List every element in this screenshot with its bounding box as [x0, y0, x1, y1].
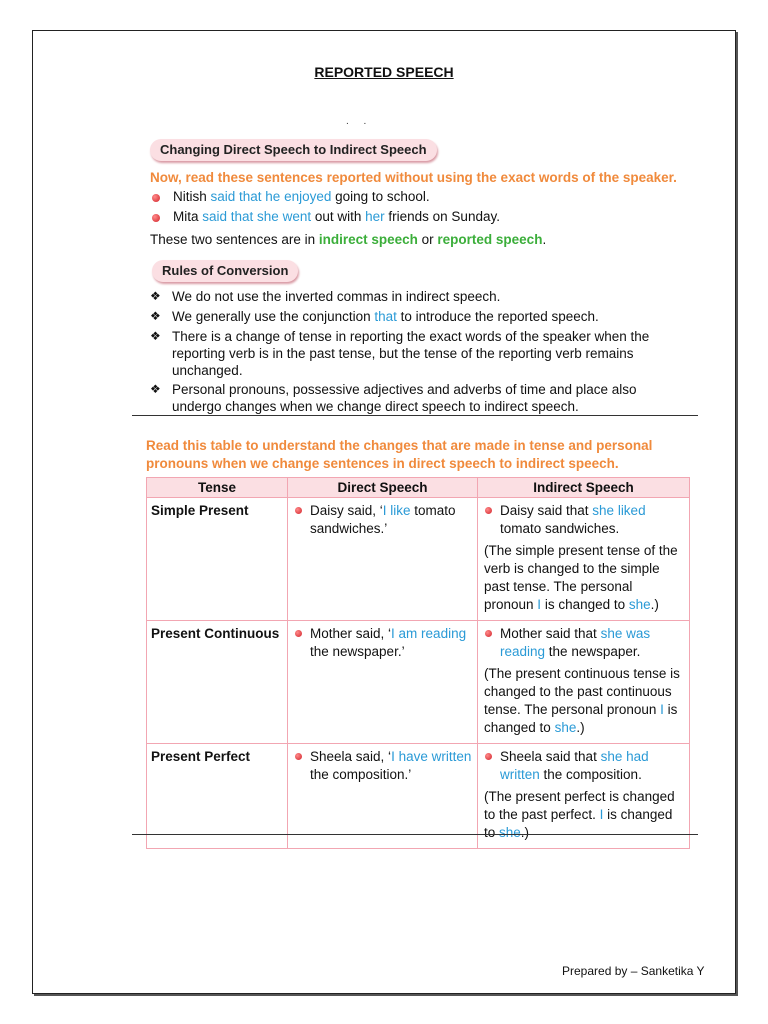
direct-speech-cell: Mother said, ‘I am reading the newspaper.’: [288, 621, 478, 744]
header-direct-speech: Direct Speech: [288, 478, 478, 498]
instruction-text: Now, read these sentences reported without using the exact words of the speaker.: [150, 170, 677, 185]
summary-text: These two sentences are in indirect speech or reported speech.: [150, 232, 547, 247]
rule-item-2: ❖ We generally use the conjunction that to introduce the reported speech.: [150, 309, 599, 324]
tense-change-table: [146, 477, 690, 849]
section-heading-direct-to-indirect: Changing Direct Speech to Indirect Speech: [150, 139, 437, 161]
bullet-icon: [295, 753, 302, 760]
explanation-note: (The present continuous tense is changed to the past continuous tense. The personal pronoun I is changed to she.): [484, 666, 680, 735]
explanation-note: (The present perfect is changed to the past perfect. I is changed to she.): [484, 789, 675, 840]
example-sentence-2: Mita said that she went out with her friends on Sunday.: [173, 209, 500, 224]
diamond-bullet-icon: ❖: [150, 329, 161, 343]
rule-item-1: ❖ We do not use the inverted commas in indirect speech.: [150, 289, 501, 304]
divider: [132, 834, 698, 835]
table-intro-text: Read this table to understand the changes that are made in tense and personal pronouns when we change sentences in direct speech to indirect speech.: [146, 438, 653, 471]
diamond-bullet-icon: ❖: [150, 309, 161, 323]
diamond-bullet-icon: ❖: [150, 289, 161, 303]
table-row: [147, 744, 690, 849]
section-heading-rules: Rules of Conversion: [152, 260, 298, 282]
diamond-bullet-icon: ❖: [150, 382, 161, 396]
rule-item-3: ❖ There is a change of tense in reporting the exact words of the speaker when the reporting verb is in the past tense, but the tense of the reporting verb remains unchanged.: [150, 329, 650, 378]
divider: [132, 415, 698, 416]
bullet-icon: [485, 630, 492, 637]
page-title: REPORTED SPEECH: [314, 64, 454, 80]
header-tense: Tense: [147, 478, 288, 498]
tense-cell: Present Perfect: [147, 744, 288, 849]
bullet-icon: [295, 507, 302, 514]
indirect-speech-cell: Daisy said that she liked tomato sandwiches. (The simple present tense of the verb is changed to the simple past tense. The personal pronoun I is changed to she.): [478, 498, 690, 621]
bullet-icon: [295, 630, 302, 637]
indirect-speech-cell: Sheela said that she had written the composition. (The present perfect is changed to the past perfect. I is changed to she.): [478, 744, 690, 849]
bullet-icon: [152, 194, 160, 202]
footer-credit: Prepared by – Sanketika Y: [562, 964, 705, 978]
table-header-row: [147, 478, 690, 498]
header-indirect-speech: Indirect Speech: [478, 478, 690, 498]
table-row: [147, 498, 690, 621]
bullet-icon: [485, 507, 492, 514]
direct-speech-cell: Sheela said, ‘I have written the composition.’: [288, 744, 478, 849]
table-row: [147, 621, 690, 744]
tense-cell: Simple Present: [147, 498, 288, 621]
explanation-note: (The simple present tense of the verb is changed to the simple past tense. The personal pronoun I is changed to she.): [484, 543, 678, 612]
indirect-speech-cell: Mother said that she was reading the newspaper. (The present continuous tense is changed to the past continuous tense. The personal pronoun I is changed to she.): [478, 621, 690, 744]
rule-item-4: ❖ Personal pronouns, possessive adjectives and adverbs of time and place also undergo changes when we change direct speech to indirect speech.: [150, 382, 637, 414]
bullet-icon: [152, 214, 160, 222]
bullet-icon: [485, 753, 492, 760]
tense-cell: Present Continuous: [147, 621, 288, 744]
direct-speech-cell: Daisy said, ‘I like tomato sandwiches.’: [288, 498, 478, 621]
decorative-dots: . .: [346, 116, 373, 127]
example-sentence-1: Nitish said that he enjoyed going to school.: [173, 189, 430, 204]
